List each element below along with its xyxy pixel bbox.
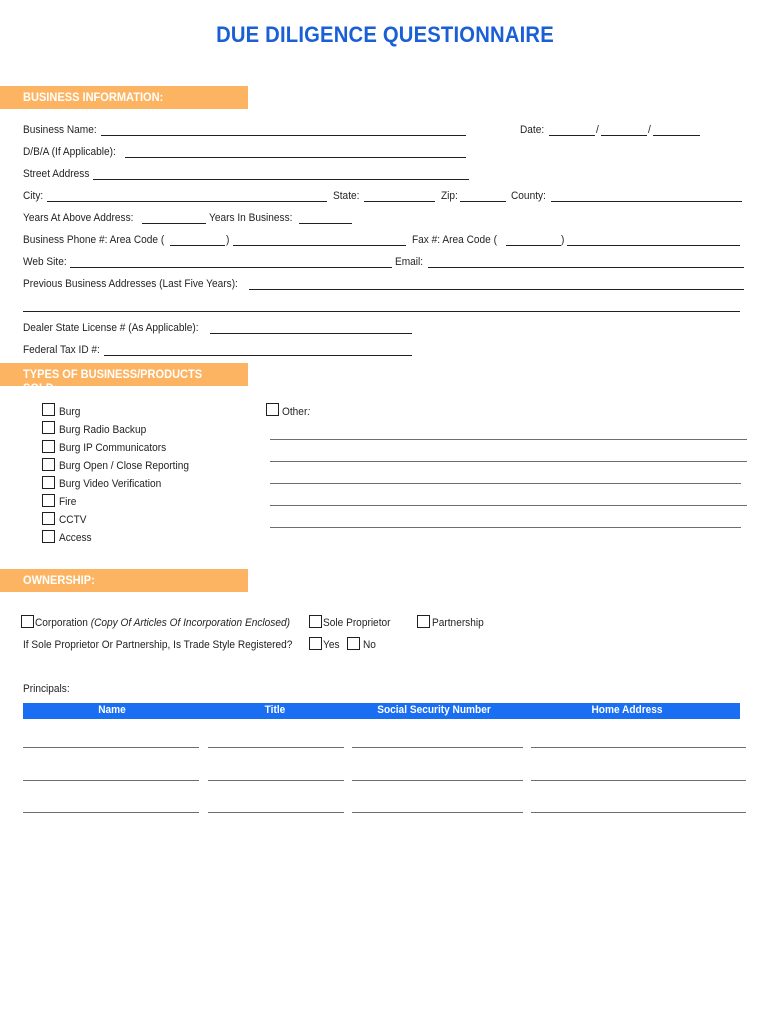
state-field[interactable] bbox=[364, 201, 435, 202]
checkbox-burg-ip-communicators[interactable] bbox=[42, 440, 55, 453]
years-at-address-field[interactable] bbox=[142, 223, 206, 224]
checkbox-burg[interactable] bbox=[42, 403, 55, 416]
product-label: Burg bbox=[59, 406, 81, 418]
column-header-home-address: Home Address bbox=[591, 704, 663, 716]
phone-number-field[interactable] bbox=[233, 245, 406, 246]
dealer-license-field[interactable] bbox=[210, 333, 412, 334]
tax-id-label: Federal Tax ID #: bbox=[23, 344, 100, 356]
phone-label: Business Phone #: Area Code ( bbox=[23, 234, 165, 246]
principal-1-address-field[interactable] bbox=[531, 747, 746, 748]
other-label-text: Other bbox=[282, 406, 308, 418]
column-header-ssn: Social Security Number bbox=[377, 704, 491, 716]
checkbox-fire[interactable] bbox=[42, 494, 55, 507]
checkbox-corporation[interactable] bbox=[21, 615, 34, 628]
product-label: Fire bbox=[59, 496, 77, 508]
corporation-note: (Copy Of Articles Of Incorporation Enclosed) bbox=[90, 617, 290, 629]
other-field-line4[interactable] bbox=[270, 505, 747, 506]
corporation-option bbox=[35, 617, 290, 629]
section-label: TYPES OF BUSINESS/PRODUCTS SOLD: bbox=[23, 367, 203, 395]
fax-number-field[interactable] bbox=[567, 245, 740, 246]
other-field-line3[interactable] bbox=[270, 483, 741, 484]
previous-addresses-field[interactable] bbox=[249, 289, 744, 290]
email-field[interactable] bbox=[428, 267, 744, 268]
checkbox-burg-video-verification[interactable] bbox=[42, 476, 55, 489]
checkbox-access[interactable] bbox=[42, 530, 55, 543]
product-label: Burg Open / Close Reporting bbox=[59, 460, 189, 472]
tax-id-field[interactable] bbox=[104, 355, 412, 356]
column-header-name: Name bbox=[98, 704, 126, 716]
other-field-line1[interactable] bbox=[270, 439, 747, 440]
checkbox-other[interactable] bbox=[266, 403, 279, 416]
previous-addresses-label: Previous Business Addresses (Last Five Years): bbox=[23, 278, 238, 290]
other-field-line2[interactable] bbox=[270, 461, 747, 462]
checkbox-yes[interactable] bbox=[309, 637, 322, 650]
email-label: Email: bbox=[395, 256, 424, 268]
sole-proprietor-label: Sole Proprietor bbox=[323, 617, 391, 629]
principal-2-name-field[interactable] bbox=[23, 780, 199, 781]
other-field-line5[interactable] bbox=[270, 527, 741, 528]
county-field[interactable] bbox=[551, 201, 742, 202]
product-label: Burg Radio Backup bbox=[59, 424, 147, 436]
fax-close-paren: ) bbox=[561, 234, 565, 246]
principal-3-title-field[interactable] bbox=[208, 812, 344, 813]
business-name-field[interactable] bbox=[101, 135, 466, 136]
principal-2-address-field[interactable] bbox=[531, 780, 746, 781]
principals-table-header bbox=[23, 703, 740, 719]
principal-2-title-field[interactable] bbox=[208, 780, 344, 781]
section-header-ownership bbox=[0, 569, 248, 592]
phone-area-code-field[interactable] bbox=[170, 245, 225, 246]
principal-2-ssn-field[interactable] bbox=[352, 780, 523, 781]
county-label: County: bbox=[511, 190, 546, 202]
previous-addresses-field-line2[interactable] bbox=[23, 311, 740, 312]
section-header-types bbox=[0, 363, 248, 395]
section-label: BUSINESS INFORMATION: bbox=[23, 90, 164, 104]
date-month-field[interactable] bbox=[549, 135, 595, 136]
business-name-label: Business Name: bbox=[23, 124, 97, 136]
dba-label: D/B/A (If Applicable): bbox=[23, 146, 116, 158]
principal-1-title-field[interactable] bbox=[208, 747, 344, 748]
checkbox-burg-open-close[interactable] bbox=[42, 458, 55, 471]
city-field[interactable] bbox=[47, 201, 327, 202]
street-address-field[interactable] bbox=[93, 179, 469, 180]
trade-style-question: If Sole Proprietor Or Partnership, Is Trade Style Registered? bbox=[23, 639, 293, 651]
fax-area-code-field[interactable] bbox=[506, 245, 561, 246]
product-label: Burg Video Verification bbox=[59, 478, 162, 490]
date-label: Date: bbox=[520, 124, 545, 136]
product-label: CCTV bbox=[59, 514, 87, 526]
years-at-address-label: Years At Above Address: bbox=[23, 212, 134, 224]
street-address-label: Street Address bbox=[23, 168, 90, 180]
website-field[interactable] bbox=[70, 267, 392, 268]
principal-3-ssn-field[interactable] bbox=[352, 812, 523, 813]
page-title: DUE DILIGENCE QUESTIONNAIRE bbox=[216, 22, 554, 47]
years-in-business-field[interactable] bbox=[299, 223, 352, 224]
partnership-label: Partnership bbox=[432, 617, 484, 629]
date-day-field[interactable] bbox=[601, 135, 647, 136]
zip-label: Zip: bbox=[441, 190, 458, 202]
dba-field[interactable] bbox=[125, 157, 466, 158]
product-label: Access bbox=[59, 532, 92, 544]
website-label: Web Site: bbox=[23, 256, 67, 268]
principal-3-address-field[interactable] bbox=[531, 812, 746, 813]
section-label: OWNERSHIP: bbox=[23, 573, 95, 587]
other-colon: : bbox=[307, 406, 311, 418]
checkbox-burg-radio-backup[interactable] bbox=[42, 421, 55, 434]
checkbox-sole-proprietor[interactable] bbox=[309, 615, 322, 628]
zip-field[interactable] bbox=[460, 201, 506, 202]
checkbox-no[interactable] bbox=[347, 637, 360, 650]
section-header-business bbox=[0, 86, 248, 109]
phone-close-paren: ) bbox=[226, 234, 230, 246]
checkbox-cctv[interactable] bbox=[42, 512, 55, 525]
corporation-label: Corporation bbox=[35, 617, 88, 629]
no-label: No bbox=[363, 639, 376, 651]
date-separator: / bbox=[648, 124, 651, 136]
date-separator: / bbox=[596, 124, 599, 136]
product-label: Burg IP Communicators bbox=[59, 442, 167, 454]
checkbox-partnership[interactable] bbox=[417, 615, 430, 628]
dealer-license-label: Dealer State License # (As Applicable): bbox=[23, 322, 199, 334]
state-label: State: bbox=[333, 190, 360, 202]
principal-1-name-field[interactable] bbox=[23, 747, 199, 748]
yes-label: Yes bbox=[323, 639, 340, 651]
date-year-field[interactable] bbox=[653, 135, 700, 136]
principal-1-ssn-field[interactable] bbox=[352, 747, 523, 748]
city-label: City: bbox=[23, 190, 44, 202]
column-header-title: Title bbox=[264, 704, 286, 716]
principals-label: Principals: bbox=[23, 683, 70, 695]
years-in-business-label: Years In Business: bbox=[209, 212, 293, 224]
other-label bbox=[282, 406, 310, 418]
principal-3-name-field[interactable] bbox=[23, 812, 199, 813]
fax-label: Fax #: Area Code ( bbox=[412, 234, 497, 246]
